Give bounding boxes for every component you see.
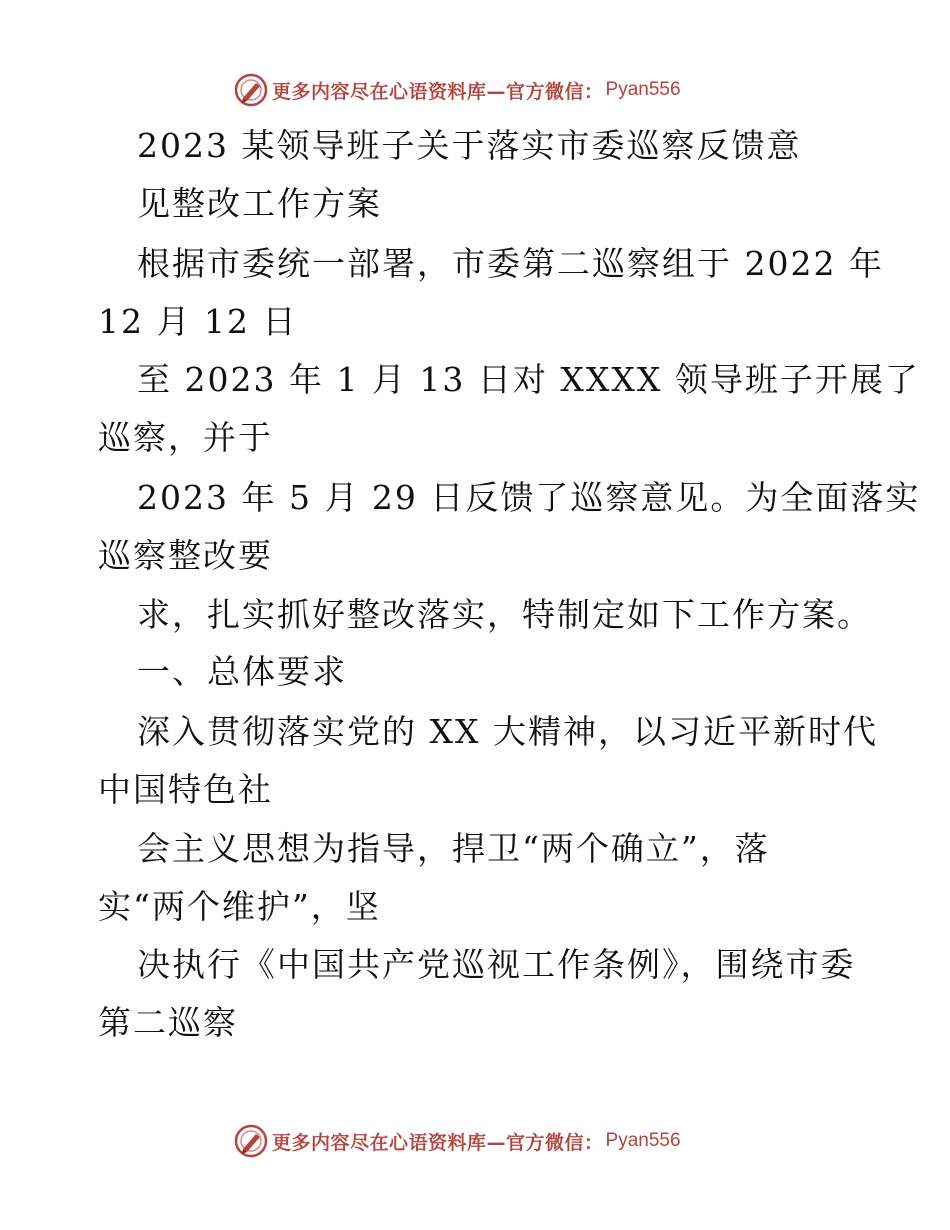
pen-logo-icon <box>234 73 268 107</box>
doc-title-line-1: 2023 某领导班子关于落实市委巡察反馈意 <box>137 126 802 165</box>
doc-title-line-2: 见整改工作方案 <box>137 184 382 223</box>
doc-line: 决执行《中国共产党巡视工作条例》，围绕市委 <box>137 945 856 984</box>
banner-wechat-id: Pyan556 <box>605 1130 681 1151</box>
doc-line: 巡察整改要 <box>98 536 273 575</box>
doc-line: 2023 年 5 月 29 日反馈了巡察意见。为全面落实 <box>137 478 921 517</box>
doc-line: 12 月 12 日 <box>98 302 298 341</box>
banner-text: 更多内容尽在心语资料库—官方微信： <box>272 1131 604 1154</box>
doc-line: 巡察，并于 <box>98 418 273 457</box>
doc-line: 会主义思想为指导，捍卫“两个确立”，落 <box>137 829 770 868</box>
doc-line: 根据市委统一部署，市委第二巡察组于 2022 年 <box>137 244 884 283</box>
doc-line: 实“两个维护”，坚 <box>98 887 381 926</box>
doc-line: 求，扎实抓好整改落实，特制定如下工作方案。 <box>137 595 872 634</box>
banner-wechat-id: Pyan556 <box>605 79 681 100</box>
section-heading: 一、总体要求 <box>137 652 347 691</box>
doc-line: 深入贯彻落实党的 XX 大精神，以习近平新时代 <box>137 712 878 751</box>
footer-banner <box>234 1124 681 1158</box>
header-banner <box>234 73 681 107</box>
doc-line: 第二巡察 <box>98 1003 238 1042</box>
doc-line: 至 2023 年 1 月 13 日对 XXXX 领导班子开展了 <box>137 360 920 399</box>
pen-logo-icon <box>234 1124 268 1158</box>
doc-line: 中国特色社 <box>98 770 273 809</box>
banner-text: 更多内容尽在心语资料库—官方微信： <box>272 80 604 103</box>
